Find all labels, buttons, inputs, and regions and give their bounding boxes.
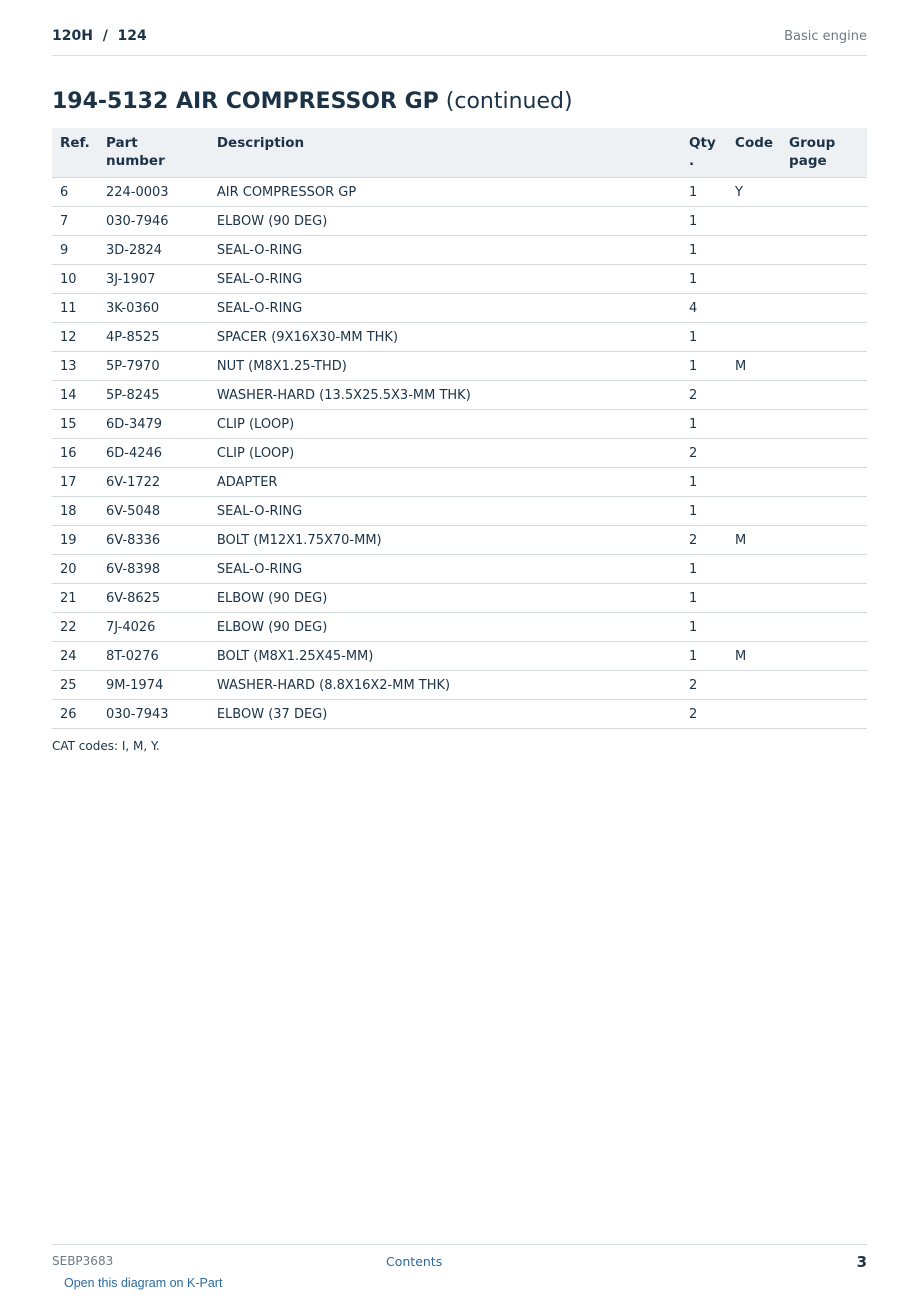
cell-part-number: 8T-0276 xyxy=(98,642,209,671)
cell-qty: 1 xyxy=(681,265,727,294)
cell-part-number: 6V-8625 xyxy=(98,584,209,613)
cell-part-number: 6D-3479 xyxy=(98,410,209,439)
cell-qty: 1 xyxy=(681,584,727,613)
parts-table xyxy=(52,128,867,729)
cell-ref: 13 xyxy=(52,352,98,381)
table-row xyxy=(52,294,867,323)
cell-group-page xyxy=(781,468,867,497)
cell-qty: 1 xyxy=(681,613,727,642)
cell-ref: 9 xyxy=(52,236,98,265)
cell-qty: 1 xyxy=(681,642,727,671)
title-suffix: (continued) xyxy=(445,89,573,114)
cell-group-page xyxy=(781,236,867,265)
cell-part-number: 4P-8525 xyxy=(98,323,209,352)
cell-qty: 1 xyxy=(681,207,727,236)
cell-group-page xyxy=(781,613,867,642)
cell-group-page xyxy=(781,352,867,381)
cell-code xyxy=(727,439,781,468)
cell-group-page xyxy=(781,700,867,729)
cell-description: ELBOW (90 DEG) xyxy=(209,207,681,236)
cell-description: SPACER (9X16X30-MM THK) xyxy=(209,323,681,352)
cell-ref: 7 xyxy=(52,207,98,236)
cell-qty: 1 xyxy=(681,323,727,352)
table-row xyxy=(52,468,867,497)
table-row xyxy=(52,439,867,468)
cell-description: SEAL-O-RING xyxy=(209,265,681,294)
cell-description: CLIP (LOOP) xyxy=(209,410,681,439)
cell-qty: 2 xyxy=(681,381,727,410)
cell-part-number: 030-7946 xyxy=(98,207,209,236)
page-footer xyxy=(52,1244,867,1275)
page-title xyxy=(52,89,573,114)
contents-link[interactable]: Contents xyxy=(386,1254,443,1269)
cell-ref: 11 xyxy=(52,294,98,323)
cell-description: ELBOW (90 DEG) xyxy=(209,584,681,613)
section-label: Basic engine xyxy=(784,29,867,44)
cell-part-number: 3K-0360 xyxy=(98,294,209,323)
cell-ref: 18 xyxy=(52,497,98,526)
cell-code: M xyxy=(727,352,781,381)
cell-code xyxy=(727,265,781,294)
cell-description: ELBOW (90 DEG) xyxy=(209,613,681,642)
cell-part-number: 5P-7970 xyxy=(98,352,209,381)
cell-ref: 16 xyxy=(52,439,98,468)
cell-description: SEAL-O-RING xyxy=(209,294,681,323)
cell-code xyxy=(727,468,781,497)
cell-ref: 21 xyxy=(52,584,98,613)
table-row xyxy=(52,497,867,526)
kpart-link[interactable]: Open this diagram on K-Part xyxy=(64,1276,223,1290)
cell-group-page xyxy=(781,265,867,294)
cell-part-number: 6V-5048 xyxy=(98,497,209,526)
cell-group-page xyxy=(781,439,867,468)
cell-code: M xyxy=(727,642,781,671)
table-row xyxy=(52,613,867,642)
cell-part-number: 6D-4246 xyxy=(98,439,209,468)
cell-qty: 1 xyxy=(681,468,727,497)
cell-description: WASHER-HARD (13.5X25.5X3-MM THK) xyxy=(209,381,681,410)
cell-ref: 17 xyxy=(52,468,98,497)
cell-ref: 15 xyxy=(52,410,98,439)
group-title: 194-5132 AIR COMPRESSOR GP xyxy=(52,89,439,114)
cell-group-page xyxy=(781,642,867,671)
cell-code xyxy=(727,584,781,613)
cell-code xyxy=(727,700,781,729)
cell-code xyxy=(727,497,781,526)
table-row xyxy=(52,236,867,265)
cell-part-number: 6V-1722 xyxy=(98,468,209,497)
cell-ref: 6 xyxy=(52,178,98,207)
cell-code xyxy=(727,410,781,439)
cell-group-page xyxy=(781,294,867,323)
cell-part-number: 3J-1907 xyxy=(98,265,209,294)
cell-part-number: 6V-8398 xyxy=(98,555,209,584)
cell-description: ADAPTER xyxy=(209,468,681,497)
cell-group-page xyxy=(781,410,867,439)
cell-group-page xyxy=(781,178,867,207)
table-row xyxy=(52,526,867,555)
cell-description: SEAL-O-RING xyxy=(209,555,681,584)
cell-group-page xyxy=(781,497,867,526)
cell-part-number: 9M-1974 xyxy=(98,671,209,700)
cell-qty: 1 xyxy=(681,555,727,584)
cell-description: ELBOW (37 DEG) xyxy=(209,700,681,729)
cell-code xyxy=(727,671,781,700)
column-header-qty: Qty . xyxy=(681,128,727,178)
cell-description: CLIP (LOOP) xyxy=(209,439,681,468)
table-row xyxy=(52,671,867,700)
cell-group-page xyxy=(781,526,867,555)
cell-qty: 2 xyxy=(681,526,727,555)
cell-part-number: 030-7943 xyxy=(98,700,209,729)
cell-qty: 2 xyxy=(681,439,727,468)
cell-ref: 14 xyxy=(52,381,98,410)
cell-code xyxy=(727,555,781,584)
cell-description: AIR COMPRESSOR GP xyxy=(209,178,681,207)
cell-code xyxy=(727,381,781,410)
cell-code xyxy=(727,613,781,642)
table-row xyxy=(52,700,867,729)
cell-qty: 1 xyxy=(681,352,727,381)
page-number: 3 xyxy=(856,1253,867,1271)
cell-qty: 1 xyxy=(681,236,727,265)
cell-part-number: 6V-8336 xyxy=(98,526,209,555)
cell-code xyxy=(727,236,781,265)
cell-code xyxy=(727,207,781,236)
cell-qty: 1 xyxy=(681,410,727,439)
cell-ref: 19 xyxy=(52,526,98,555)
cell-group-page xyxy=(781,381,867,410)
cell-ref: 25 xyxy=(52,671,98,700)
cell-code: M xyxy=(727,526,781,555)
cell-code: Y xyxy=(727,178,781,207)
cell-part-number: 5P-8245 xyxy=(98,381,209,410)
column-header-code: Code xyxy=(727,128,781,178)
cell-description: WASHER-HARD (8.8X16X2-MM THK) xyxy=(209,671,681,700)
cell-description: NUT (M8X1.25-THD) xyxy=(209,352,681,381)
cat-codes-note: CAT codes: I, M, Y. xyxy=(52,739,160,753)
table-row xyxy=(52,410,867,439)
column-header-description: Description xyxy=(209,128,681,178)
table-row xyxy=(52,555,867,584)
table-body xyxy=(52,178,867,729)
table-row xyxy=(52,584,867,613)
column-header-ref: Ref. xyxy=(52,128,98,178)
cell-description: BOLT (M12X1.75X70-MM) xyxy=(209,526,681,555)
cell-group-page xyxy=(781,323,867,352)
cell-qty: 1 xyxy=(681,497,727,526)
cell-part-number: 7J-4026 xyxy=(98,613,209,642)
column-header-group-page: Group page xyxy=(781,128,867,178)
cell-ref: 24 xyxy=(52,642,98,671)
cell-ref: 26 xyxy=(52,700,98,729)
page-header xyxy=(52,28,867,56)
table-row xyxy=(52,642,867,671)
cell-qty: 4 xyxy=(681,294,727,323)
cell-qty: 1 xyxy=(681,178,727,207)
cell-group-page xyxy=(781,671,867,700)
cell-qty: 2 xyxy=(681,671,727,700)
cell-part-number: 224-0003 xyxy=(98,178,209,207)
model-label: 120H / 124 xyxy=(52,28,147,44)
table-row xyxy=(52,381,867,410)
cell-description: SEAL-O-RING xyxy=(209,236,681,265)
cell-part-number: 3D-2824 xyxy=(98,236,209,265)
cell-ref: 12 xyxy=(52,323,98,352)
cell-ref: 20 xyxy=(52,555,98,584)
cell-group-page xyxy=(781,555,867,584)
table-row xyxy=(52,323,867,352)
cell-ref: 10 xyxy=(52,265,98,294)
table-header-row xyxy=(52,128,867,178)
cell-ref: 22 xyxy=(52,613,98,642)
cell-description: SEAL-O-RING xyxy=(209,497,681,526)
column-header-part-number: Part number xyxy=(98,128,209,178)
cell-group-page xyxy=(781,584,867,613)
cell-code xyxy=(727,323,781,352)
document-id: SEBP3683 xyxy=(52,1254,114,1268)
table-row xyxy=(52,178,867,207)
cell-description: BOLT (M8X1.25X45-MM) xyxy=(209,642,681,671)
table-row xyxy=(52,207,867,236)
cell-qty: 2 xyxy=(681,700,727,729)
cell-group-page xyxy=(781,207,867,236)
table-row xyxy=(52,265,867,294)
table-row xyxy=(52,352,867,381)
cell-code xyxy=(727,294,781,323)
